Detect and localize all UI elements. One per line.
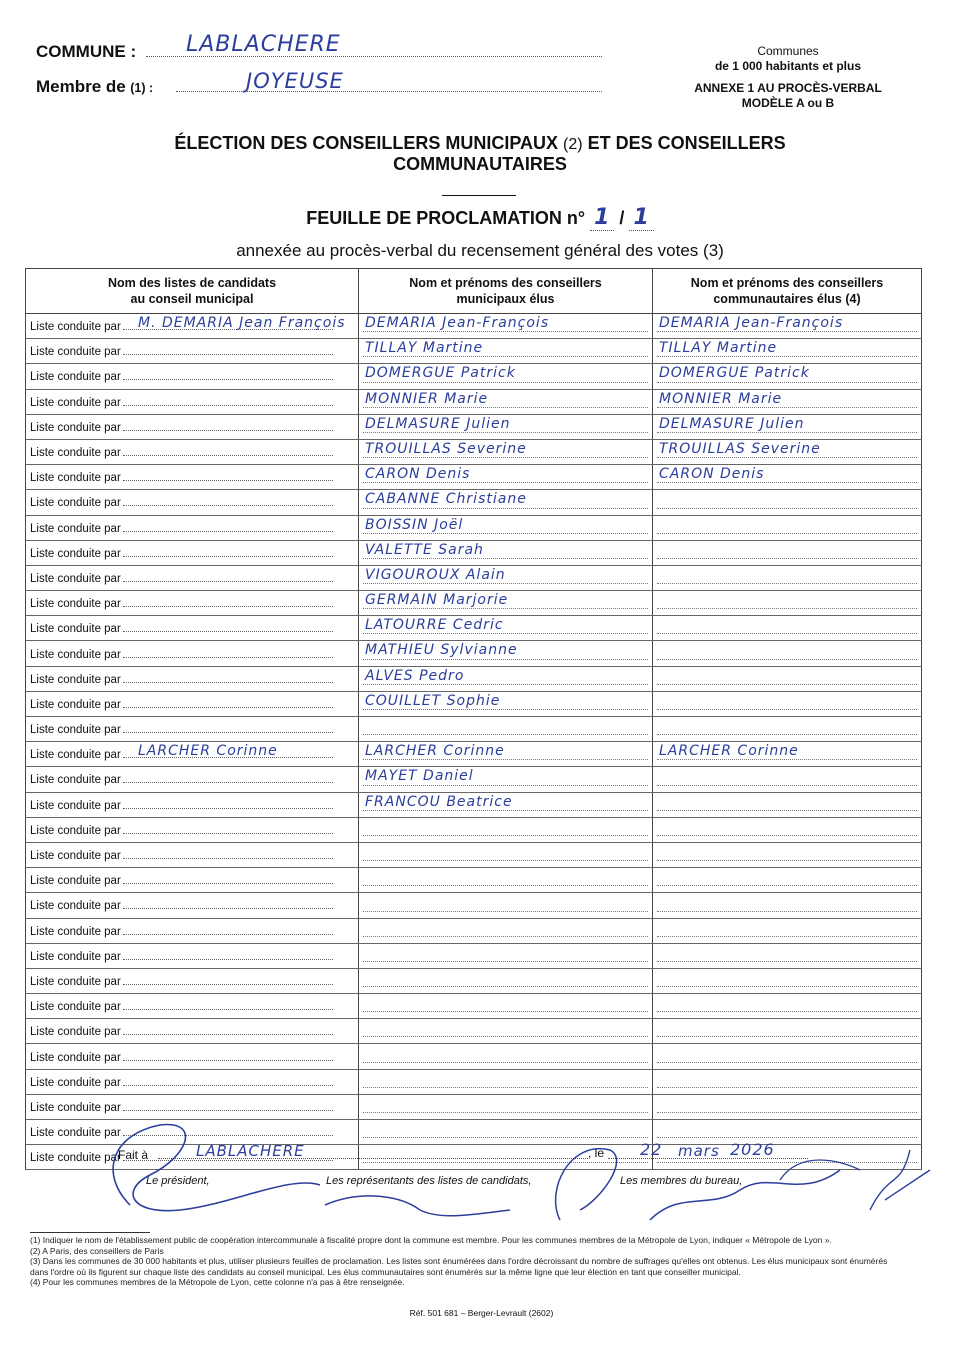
municipal-elected: TROUILLAS Severine (365, 440, 527, 457)
communautaire-cell (653, 465, 922, 490)
row-prefix: Liste conduite par (30, 371, 121, 384)
communautaire-elected: CARON Denis (659, 466, 765, 483)
row-prefix: Liste conduite par (30, 623, 121, 636)
table-row (26, 792, 922, 817)
communautaire-cell (653, 616, 922, 641)
title-line1b: ET DES CONSEILLERS (587, 133, 786, 153)
annex-line3: ANNEXE 1 AU PROCÈS-VERBAL (694, 81, 882, 95)
communautaire-cell (653, 666, 922, 691)
municipal-cell (359, 540, 653, 565)
list-cell (26, 666, 359, 691)
list-cell (26, 364, 359, 389)
municipal-cell (359, 918, 653, 943)
row-prefix: Liste conduite par (30, 799, 121, 812)
annex-line2: de 1 000 habitants et plus (714, 59, 862, 73)
col-header-lists: Nom des listes de candidats au conseil municipal (26, 269, 359, 314)
membre-value: JOYEUSE (246, 69, 344, 93)
membres-label: Les membres du bureau, (620, 1175, 743, 1187)
list-cell (26, 868, 359, 893)
col-header-communautaire: Nom et prénoms des conseillers communautaires élus (4) (653, 269, 922, 314)
communautaire-cell (653, 314, 922, 339)
communautaire-cell (653, 742, 922, 767)
list-cell (26, 314, 359, 339)
municipal-elected: GERMAIN Marjorie (365, 592, 509, 609)
list-cell (26, 565, 359, 590)
list-cell (26, 414, 359, 439)
municipal-cell (359, 439, 653, 464)
row-prefix: Liste conduite par (30, 547, 121, 560)
page-title (60, 133, 900, 175)
municipal-elected: LARCHER Corinne (365, 743, 505, 760)
communautaire-cell (653, 515, 922, 540)
municipal-cell (359, 666, 653, 691)
communautaire-cell (653, 691, 922, 716)
municipal-elected: BOISSIN Joël (365, 516, 464, 533)
row-prefix: Liste conduite par (30, 421, 121, 434)
list-cell (26, 842, 359, 867)
communautaire-cell (653, 389, 922, 414)
municipal-elected: DELMASURE Julien (365, 415, 511, 432)
municipal-elected: MATHIEU Sylvianne (365, 642, 518, 659)
municipal-cell (359, 490, 653, 515)
municipal-elected: ALVES Pedro (365, 667, 465, 684)
row-prefix: Liste conduite par (30, 1152, 121, 1165)
row-prefix: Liste conduite par (30, 850, 121, 863)
list-cell (26, 591, 359, 616)
communautaire-cell (653, 893, 922, 918)
municipal-cell (359, 1044, 653, 1069)
row-prefix: Liste conduite par (30, 1026, 121, 1039)
municipal-cell (359, 868, 653, 893)
table-row (26, 616, 922, 641)
municipal-cell (359, 842, 653, 867)
municipal-elected: CARON Denis (365, 466, 471, 483)
table-row (26, 465, 922, 490)
list-cell (26, 339, 359, 364)
communautaire-elected: TROUILLAS Severine (659, 440, 821, 457)
reference: Réf. 501 681 – Berger-Levrault (2602) (409, 1308, 554, 1318)
municipal-elected: MONNIER Marie (365, 390, 489, 407)
proclamation-table (25, 268, 922, 1170)
col-header-municipal: Nom et prénoms des conseillers municipaux élus (359, 269, 653, 314)
communautaire-elected: DELMASURE Julien (659, 415, 805, 432)
row-prefix: Liste conduite par (30, 346, 121, 359)
municipal-elected: COUILLET Sophie (365, 692, 501, 709)
municipal-cell (359, 641, 653, 666)
table-row (26, 540, 922, 565)
row-prefix: Liste conduite par (30, 925, 121, 938)
row-prefix: Liste conduite par (30, 1001, 121, 1014)
row-prefix: Liste conduite par (30, 648, 121, 661)
municipal-cell (359, 1069, 653, 1094)
communautaire-cell (653, 994, 922, 1019)
list-cell (26, 893, 359, 918)
communautaire-elected: MONNIER Marie (659, 390, 783, 407)
communautaire-cell (653, 817, 922, 842)
row-prefix: Liste conduite par (30, 950, 121, 963)
communautaire-elected: TILLAY Martine (659, 340, 778, 357)
communautaire-cell (653, 414, 922, 439)
table-row (26, 339, 922, 364)
list-cell (26, 943, 359, 968)
row-prefix: Liste conduite par (30, 598, 121, 611)
table-row (26, 414, 922, 439)
municipal-elected: VALETTE Sarah (365, 541, 484, 558)
row-prefix: Liste conduite par (30, 321, 121, 334)
table-row (26, 943, 922, 968)
sheet-subtitle: annexée au procès-verbal du recensement général des votes (3) (236, 241, 724, 260)
communautaire-cell (653, 767, 922, 792)
table-row (26, 490, 922, 515)
list-cell (26, 439, 359, 464)
president-label: Le président, (146, 1175, 210, 1187)
communautaire-cell (653, 591, 922, 616)
communautaire-cell (653, 339, 922, 364)
list-cell (26, 515, 359, 540)
communautaire-cell (653, 842, 922, 867)
list-cell (26, 540, 359, 565)
communautaire-cell (653, 1019, 922, 1044)
sheet-title (60, 205, 900, 230)
list-cell (26, 1069, 359, 1094)
municipal-cell (359, 1094, 653, 1119)
municipal-elected: FRANCOU Beatrice (365, 793, 513, 810)
communautaire-cell (653, 1094, 922, 1119)
list-cell (26, 1019, 359, 1044)
date-day: 22 (640, 1140, 663, 1159)
row-prefix: Liste conduite par (30, 774, 121, 787)
row-prefix: Liste conduite par (30, 698, 121, 711)
list-cell (26, 968, 359, 993)
table-row (26, 591, 922, 616)
communautaire-cell (653, 717, 922, 742)
row-prefix: Liste conduite par (30, 447, 121, 460)
row-prefix: Liste conduite par (30, 724, 121, 737)
list-leader: M. DEMARIA Jean François (138, 315, 346, 331)
municipal-cell (359, 767, 653, 792)
communautaire-cell (653, 540, 922, 565)
table-row (26, 1044, 922, 1069)
municipal-cell (359, 465, 653, 490)
municipal-cell (359, 414, 653, 439)
commune-value: LABLACHERE (186, 32, 341, 57)
table-row (26, 893, 922, 918)
municipal-cell (359, 717, 653, 742)
row-prefix: Liste conduite par (30, 975, 121, 988)
commune-label: COMMUNE : (36, 42, 137, 61)
municipal-elected: MAYET Daniel (365, 768, 474, 785)
table-row (26, 565, 922, 590)
table-row (26, 666, 922, 691)
municipal-cell (359, 339, 653, 364)
row-prefix: Liste conduite par (30, 472, 121, 485)
municipal-cell (359, 742, 653, 767)
municipal-cell (359, 893, 653, 918)
table-row (26, 994, 922, 1019)
communautaire-cell (653, 439, 922, 464)
table-row (26, 817, 922, 842)
table-row (26, 842, 922, 867)
table-row (26, 717, 922, 742)
row-prefix: Liste conduite par (30, 1101, 121, 1114)
le-label: , le (588, 1146, 605, 1160)
list-cell (26, 918, 359, 943)
municipal-elected: VIGOUROUX Alain (365, 566, 506, 583)
bureau-signatures (540, 1130, 940, 1240)
municipal-cell (359, 968, 653, 993)
row-prefix: Liste conduite par (30, 572, 121, 585)
municipal-cell (359, 616, 653, 641)
communautaire-cell (653, 1069, 922, 1094)
row-prefix: Liste conduite par (30, 749, 121, 762)
municipal-elected: TILLAY Martine (365, 340, 484, 357)
municipal-elected: DEMARIA Jean-François (365, 315, 550, 331)
fait-label: Fait à (118, 1148, 149, 1162)
municipal-cell (359, 389, 653, 414)
row-prefix: Liste conduite par (30, 1051, 121, 1064)
communautaire-cell (653, 490, 922, 515)
communautaire-cell (653, 792, 922, 817)
list-leader: LARCHER Corinne (138, 743, 278, 760)
communautaire-cell (653, 364, 922, 389)
table-row (26, 314, 922, 339)
footnote-2: (2) A Paris, des conseillers de Paris (30, 1245, 164, 1256)
sheet-label: FEUILLE DE PROCLAMATION n° (306, 208, 586, 228)
table-row (26, 868, 922, 893)
representant-signature (320, 1185, 520, 1230)
annex-info (660, 44, 916, 111)
communautaire-cell (653, 565, 922, 590)
table-row (26, 515, 922, 540)
list-cell (26, 717, 359, 742)
municipal-cell (359, 817, 653, 842)
list-cell (26, 490, 359, 515)
table-row (26, 641, 922, 666)
membre-note: (1) : (130, 81, 154, 95)
table-row (26, 439, 922, 464)
table-row (26, 1069, 922, 1094)
sheet-num: 1 (590, 205, 614, 231)
list-cell (26, 389, 359, 414)
list-cell (26, 994, 359, 1019)
list-cell (26, 817, 359, 842)
sheet-sep: / (619, 208, 625, 228)
list-cell (26, 691, 359, 716)
footnote-3: (3) Dans les communes de 30 000 habitants et plus, utiliser plusieurs feuilles de proclamation. Les listes sont énumérées dans l'ordre décroissant du nombre de suffrages qu'elles ont obtenus. Les élus municipaux sont énumérés dans l'ordre où ils figurent sur chaque liste des candidats au conseil municipal. Les élus communautaires sont énumérés sur la même ligne que leur élection en tant que conseiller municipal. (30, 1256, 888, 1277)
communautaire-elected: LARCHER Corinne (659, 743, 799, 760)
row-prefix: Liste conduite par (30, 1127, 121, 1140)
title-line2: COMMUNAUTAIRES (393, 154, 567, 174)
table-row (26, 691, 922, 716)
annex-line4: MODÈLE A ou B (741, 96, 835, 110)
membre-label: Membre de (36, 77, 126, 96)
municipal-cell (359, 314, 653, 339)
communautaire-cell (653, 1044, 922, 1069)
table-row (26, 918, 922, 943)
title-note: (2) (563, 136, 583, 153)
municipal-elected: DOMERGUE Patrick (365, 365, 516, 382)
municipal-elected: CABANNE Christiane (365, 491, 527, 508)
annex-line1: Communes (757, 44, 819, 58)
list-cell (26, 792, 359, 817)
table-row (26, 742, 922, 767)
communautaire-elected: DOMERGUE Patrick (659, 365, 810, 382)
representants-label: Les représentants des listes de candidats, (326, 1175, 532, 1187)
row-prefix: Liste conduite par (30, 673, 121, 686)
president-signature (90, 1115, 340, 1225)
table-row (26, 968, 922, 993)
table-row (26, 767, 922, 792)
municipal-cell (359, 1019, 653, 1044)
communautaire-cell (653, 943, 922, 968)
list-cell (26, 767, 359, 792)
row-prefix: Liste conduite par (30, 900, 121, 913)
sheet-total: 1 (629, 205, 653, 231)
footnotes (30, 1235, 896, 1288)
list-cell (26, 641, 359, 666)
fait-place: LABLACHERE (196, 1142, 305, 1160)
communautaire-cell (653, 868, 922, 893)
municipal-cell (359, 565, 653, 590)
communautaire-elected: DEMARIA Jean-François (659, 315, 844, 331)
list-cell (26, 1044, 359, 1069)
date-month: mars (678, 1142, 720, 1160)
row-prefix: Liste conduite par (30, 522, 121, 535)
commune-line (36, 32, 602, 64)
communautaire-cell (653, 641, 922, 666)
membre-line (36, 69, 602, 99)
list-cell (26, 465, 359, 490)
municipal-cell (359, 994, 653, 1019)
table-row (26, 389, 922, 414)
municipal-cell (359, 943, 653, 968)
footnote-divider (30, 1232, 150, 1233)
footnote-4: (4) Pour les communes membres de la Métropole de Lyon, cette colonne n'a pas à être renseignée. (30, 1277, 405, 1287)
municipal-elected: LATOURRE Cedric (365, 617, 504, 634)
municipal-cell (359, 364, 653, 389)
municipal-cell (359, 792, 653, 817)
list-cell (26, 742, 359, 767)
row-prefix: Liste conduite par (30, 497, 121, 510)
row-prefix: Liste conduite par (30, 875, 121, 888)
row-prefix: Liste conduite par (30, 1076, 121, 1089)
municipal-cell (359, 515, 653, 540)
title-line1a: ÉLECTION DES CONSEILLERS MUNICIPAUX (174, 133, 559, 153)
list-cell (26, 616, 359, 641)
table-row (26, 1019, 922, 1044)
footnote-1: (1) Indiquer le nom de l'établissement public de coopération intercommunale à fiscalité propre dont la commune est membre. Pour les communes membres de la Métropole de Lyon, indiquer « Métropole de Lyon ». (30, 1235, 832, 1245)
row-prefix: Liste conduite par (30, 824, 121, 837)
table-row (26, 364, 922, 389)
municipal-cell (359, 691, 653, 716)
row-prefix: Liste conduite par (30, 396, 121, 409)
communautaire-cell (653, 918, 922, 943)
communautaire-cell (653, 968, 922, 993)
municipal-cell (359, 591, 653, 616)
title-divider (442, 195, 516, 196)
date-year: 2026 (730, 1140, 775, 1159)
